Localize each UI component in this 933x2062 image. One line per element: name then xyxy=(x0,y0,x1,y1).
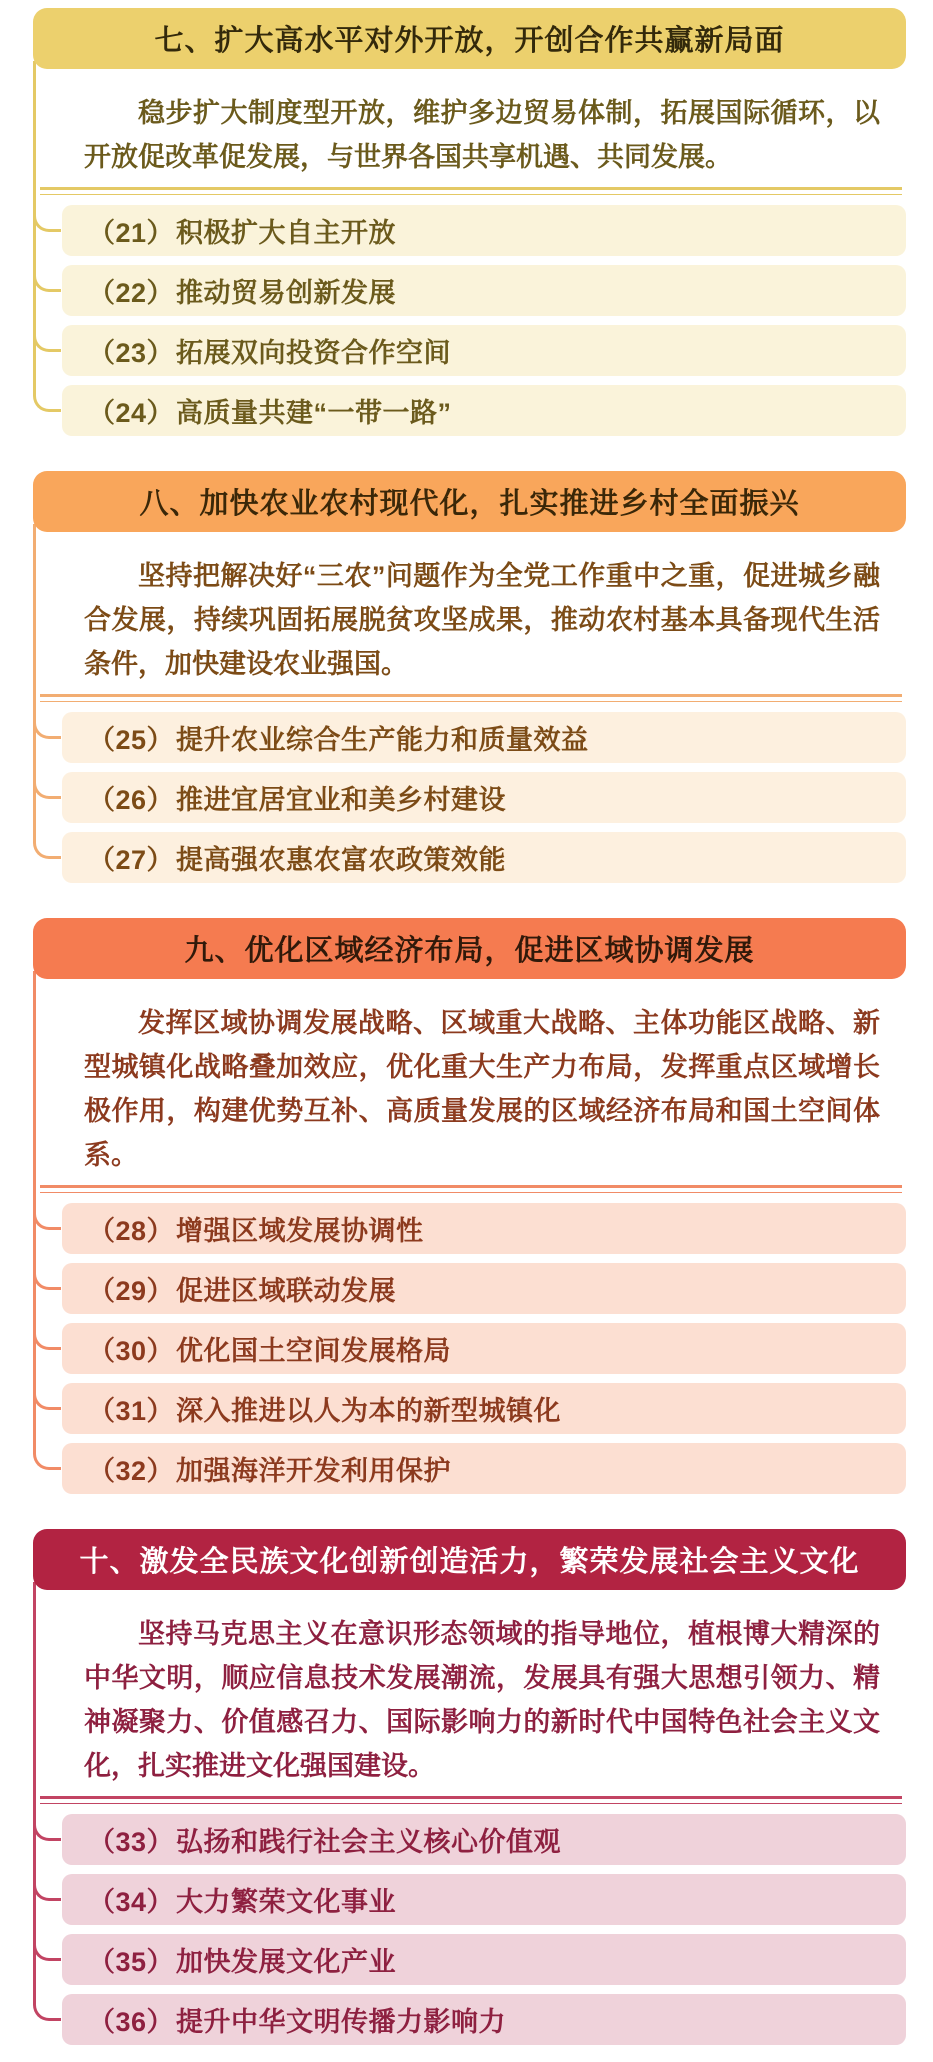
item-list xyxy=(62,712,906,883)
section-nine xyxy=(33,918,906,1494)
separator-row xyxy=(40,1796,902,1802)
connector-elbow xyxy=(33,1367,61,1410)
item-label: 推进宜居宜业和美乡村建设 xyxy=(176,785,507,815)
item-list xyxy=(62,1814,906,2045)
item-label: 增强区域发展协调性 xyxy=(176,1216,424,1246)
connector-elbow xyxy=(33,1307,61,1350)
connector-elbow xyxy=(33,1427,61,1470)
double-rule-line xyxy=(40,1185,902,1193)
list-item xyxy=(62,772,906,823)
item-list xyxy=(62,205,906,436)
section-intro: 发挥区域协调发展战略、区域重大战略、主体功能区战略、新型城镇化战略叠加效应，优化重大生产力布局，发挥重点区域增长极作用，构建优势互补、高质量发展的区域经济布局和国土空间体系。 xyxy=(62,979,906,1185)
item-label: 高质量共建“一带一路” xyxy=(176,398,452,428)
list-item xyxy=(62,1323,906,1374)
item-number: （26） xyxy=(88,785,175,815)
item-label: 弘扬和践行社会主义核心价值观 xyxy=(176,1827,562,1857)
connector-elbow xyxy=(33,309,61,352)
connector-elbow xyxy=(33,1247,61,1290)
section-ten xyxy=(33,1529,906,2045)
item-label: 加快发展文化产业 xyxy=(176,1947,397,1977)
section-title: 九、优化区域经济布局，促进区域协调发展 xyxy=(184,935,755,967)
connector-elbow xyxy=(33,756,61,799)
section-seven xyxy=(33,8,906,436)
item-number: （21） xyxy=(88,218,175,248)
item-number: （29） xyxy=(88,1276,175,1306)
item-label: 加强海洋开发利用保护 xyxy=(176,1456,452,1486)
connector-elbow xyxy=(33,249,61,292)
connector-elbow xyxy=(33,1858,61,1901)
list-item xyxy=(62,1994,906,2045)
section-intro: 坚持把解决好“三农”问题作为全党工作重中之重，促进城乡融合发展，持续巩固拓展脱贫攻坚成果，推动农村基本具备现代生活条件，加快建设农业强国。 xyxy=(62,532,906,694)
list-item xyxy=(62,1203,906,1254)
item-number: （27） xyxy=(88,845,175,875)
connector-elbow xyxy=(33,189,61,232)
item-label: 提升中华文明传播力影响力 xyxy=(176,2007,507,2037)
connector-elbow xyxy=(33,816,61,859)
item-label: 促进区域联动发展 xyxy=(176,1276,397,1306)
connector-elbow xyxy=(33,1798,61,1841)
item-number: （32） xyxy=(88,1456,175,1486)
item-number: （24） xyxy=(88,398,175,428)
connector-elbow xyxy=(33,1918,61,1961)
connector-elbow xyxy=(33,1978,61,2021)
item-number: （28） xyxy=(88,1216,175,1246)
section-title: 八、加快农业农村现代化，扎实推进乡村全面振兴 xyxy=(139,488,800,520)
section-header xyxy=(33,8,906,69)
section-eight xyxy=(33,471,906,883)
list-item xyxy=(62,1263,906,1314)
tree-trunk-line xyxy=(33,524,36,841)
double-rule-line xyxy=(40,187,902,195)
list-item xyxy=(62,385,906,436)
list-item xyxy=(62,1443,906,1494)
section-title: 十、激发全民族文化创新创造活力，繁荣发展社会主义文化 xyxy=(79,1546,860,1578)
connector-elbow xyxy=(33,696,61,739)
section-header xyxy=(33,1529,906,1590)
list-item xyxy=(62,1383,906,1434)
item-number: （33） xyxy=(88,1827,175,1857)
item-number: （35） xyxy=(88,1947,175,1977)
item-number: （22） xyxy=(88,278,175,308)
item-label: 提升农业综合生产能力和质量效益 xyxy=(176,725,589,755)
item-label: 大力繁荣文化事业 xyxy=(176,1887,397,1917)
item-list xyxy=(62,1203,906,1494)
separator-row xyxy=(40,694,902,700)
item-label: 提高强农惠农富农政策效能 xyxy=(176,845,507,875)
section-intro: 稳步扩大制度型开放，维护多边贸易体制，拓展国际循环，以开放促改革促发展，与世界各国共享机遇、共同发展。 xyxy=(62,69,906,187)
list-item xyxy=(62,325,906,376)
item-number: （30） xyxy=(88,1336,175,1366)
list-item xyxy=(62,205,906,256)
section-header xyxy=(33,471,906,532)
list-item xyxy=(62,1814,906,1865)
list-item xyxy=(62,1934,906,1985)
item-label: 深入推进以人为本的新型城镇化 xyxy=(176,1396,562,1426)
section-header xyxy=(33,918,906,979)
item-number: （31） xyxy=(88,1396,175,1426)
item-number: （36） xyxy=(88,2007,175,2037)
list-item xyxy=(62,265,906,316)
connector-elbow xyxy=(33,369,61,412)
item-label: 拓展双向投资合作空间 xyxy=(176,338,452,368)
item-number: （34） xyxy=(88,1887,175,1917)
double-rule-line xyxy=(40,694,902,702)
item-number: （23） xyxy=(88,338,175,368)
connector-elbow xyxy=(33,1187,61,1230)
item-label: 优化国土空间发展格局 xyxy=(176,1336,452,1366)
item-label: 积极扩大自主开放 xyxy=(176,218,397,248)
list-item xyxy=(62,1874,906,1925)
double-rule-line xyxy=(40,1796,902,1804)
item-number: （25） xyxy=(88,725,175,755)
separator-row xyxy=(40,187,902,193)
separator-row xyxy=(40,1185,902,1191)
list-item xyxy=(62,832,906,883)
section-title: 七、扩大高水平对外开放，开创合作共赢新局面 xyxy=(154,25,785,57)
item-label: 推动贸易创新发展 xyxy=(176,278,397,308)
list-item xyxy=(62,712,906,763)
section-intro: 坚持马克思主义在意识形态领域的指导地位，植根博大精深的中华文明，顺应信息技术发展潮流，发展具有强大思想引领力、精神凝聚力、价值感召力、国际影响力的新时代中国特色社会主义文化，扎实推进文化强国建设。 xyxy=(62,1590,906,1796)
